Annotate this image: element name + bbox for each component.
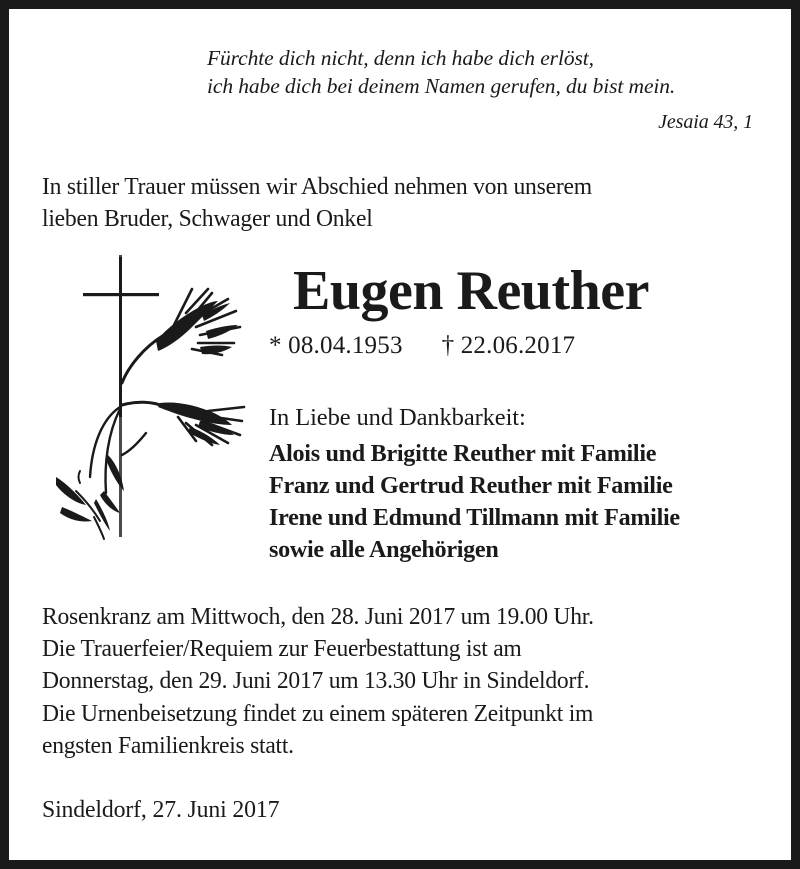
notice-inner xyxy=(9,9,791,860)
middle-section xyxy=(42,255,765,595)
dedication-heading: In Liebe und Dankbarkeit: xyxy=(269,403,526,431)
mourner-line: Alois und Brigitte Reuther mit Familie xyxy=(269,439,657,467)
cross-with-wheat-icon xyxy=(50,255,255,545)
intro-text xyxy=(42,135,740,235)
arrangements-line-1: Rosenkranz am Mittwoch, den 28. Juni 2017 um 19.00 Uhr. xyxy=(42,602,594,630)
epigraph-line-2: ich habe dich bei deinem Namen gerufen, du bist mein. xyxy=(207,73,676,98)
arrangements-text xyxy=(42,595,765,763)
death-symbol: † xyxy=(441,331,455,359)
place-and-date: Sindeldorf, 27. Juni 2017 xyxy=(42,796,280,824)
deceased-name: Eugen Reuther xyxy=(293,259,649,322)
arrangements-line-5: engsten Familienkreis statt. xyxy=(42,731,294,759)
death-date: 22.06.2017 xyxy=(460,331,576,359)
mourner-line: Irene und Edmund Tillmann mit Familie xyxy=(269,503,680,531)
life-dates xyxy=(267,319,765,360)
birth-date: 08.04.1953 xyxy=(288,331,403,359)
arrangements-line-2: Die Trauerfeier/Requiem zur Feuerbestattung ist am xyxy=(42,634,522,662)
mourner-line: sowie alle Angehörigen xyxy=(269,535,499,563)
epigraph-line-1: Fürchte dich nicht, denn ich habe dich erlöst, xyxy=(207,46,594,70)
mourner-line: Franz und Gertrud Reuther mit Familie xyxy=(269,471,673,499)
arrangements-line-3: Donnerstag, den 29. Juni 2017 um 13.30 Uhr in Sindeldorf. xyxy=(42,667,590,695)
epigraph xyxy=(42,31,765,135)
epigraph-citation: Jesaia 43, 1 xyxy=(658,110,753,133)
intro-line-1: In stiller Trauer müssen wir Abschied nehmen von unserem xyxy=(42,172,592,200)
birth-symbol: * xyxy=(269,331,282,359)
intro-line-2: lieben Bruder, Schwager und Onkel xyxy=(42,204,373,232)
arrangements-line-4: Die Urnenbeisetzung findet zu einem späteren Zeitpunkt im xyxy=(42,699,594,727)
mourners-list xyxy=(267,432,765,566)
name-column xyxy=(267,255,765,566)
